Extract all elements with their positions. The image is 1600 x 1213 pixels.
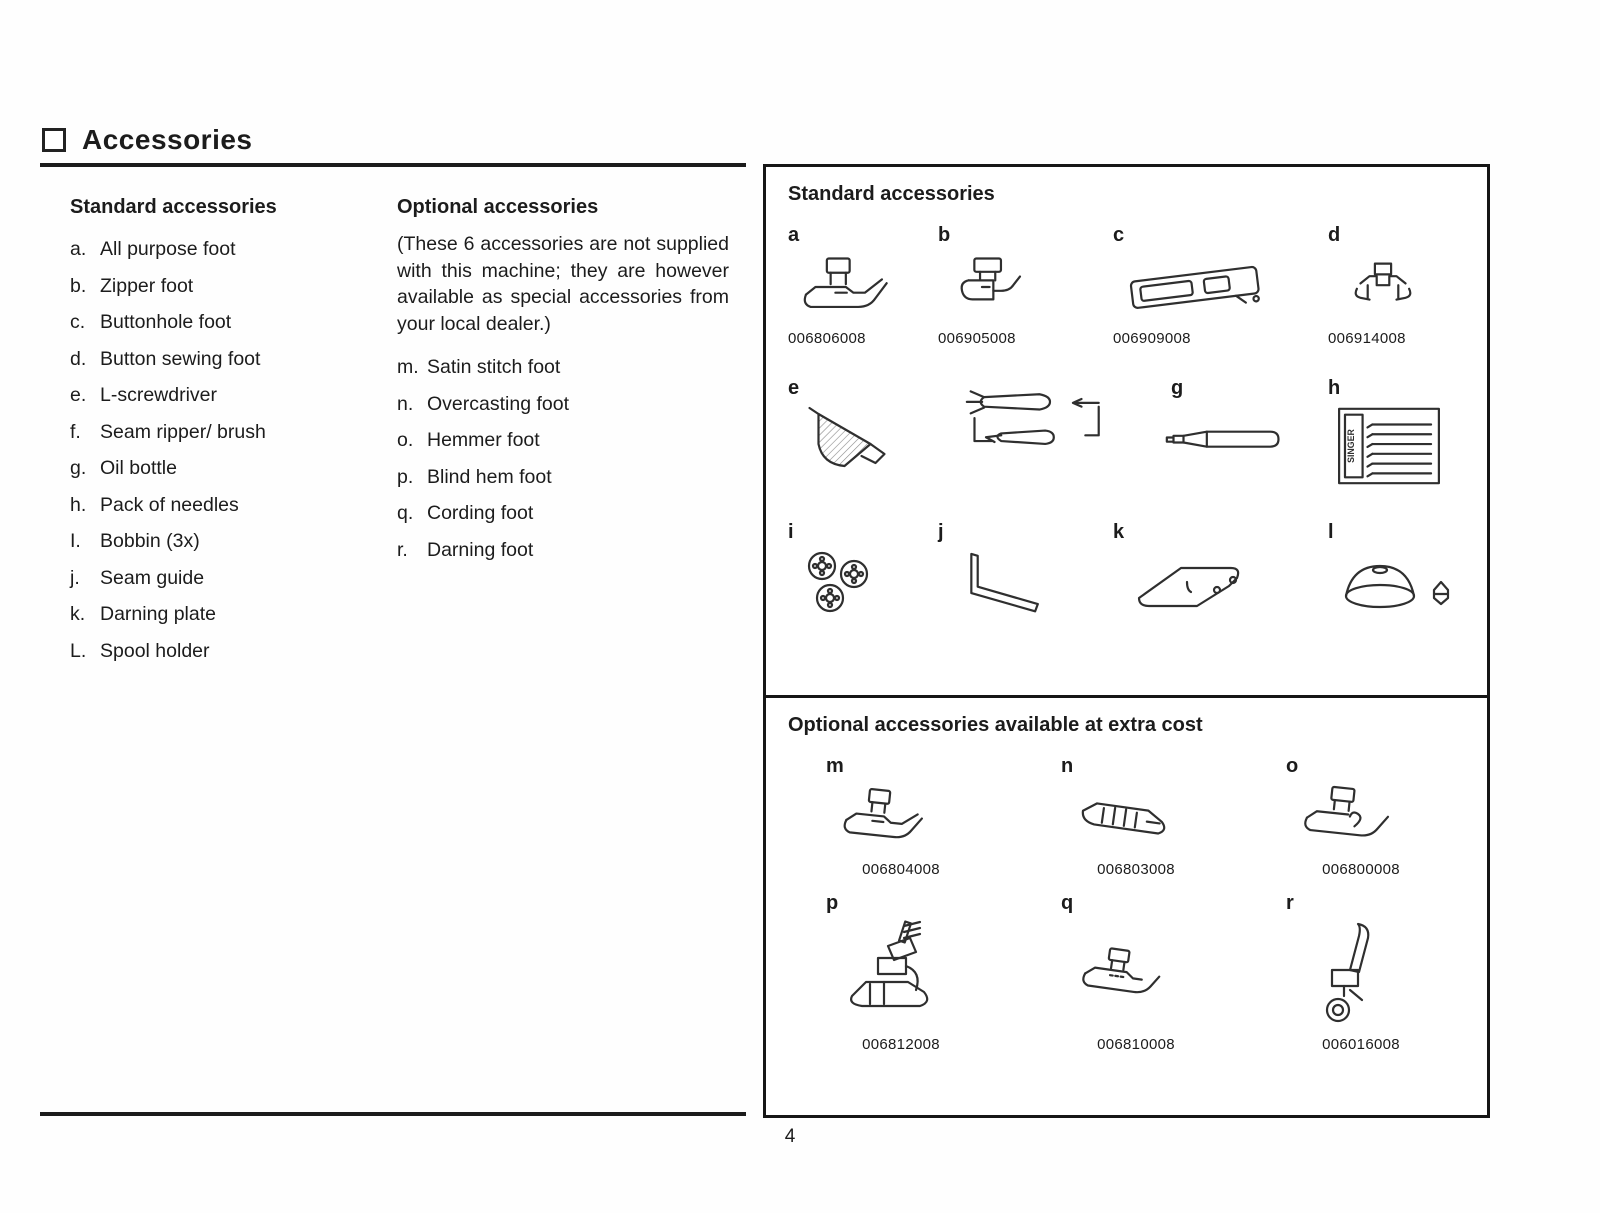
list-item [70,377,375,414]
item-key: I. [70,530,81,552]
cell-letter: o [1286,755,1299,777]
diagram-cell-c [1113,224,1328,347]
diagram-cell-k [1113,521,1328,627]
blind-hem-foot-illustration [826,918,956,1030]
list-item [70,633,375,670]
standard-accessories-column [70,196,375,669]
diagram-cell-m [826,755,1061,878]
diagram-cell-p [826,892,1061,1053]
page-header [42,124,253,156]
standard-list-heading: Standard accessories [70,196,277,218]
list-item [70,341,375,378]
item-label: Seam guide [100,566,205,589]
cell-letter: b [938,224,951,246]
cell-letter: p [826,892,839,914]
list-item [397,495,729,532]
diagram-row-efgh [788,377,1465,495]
diagram-cell-r [1286,892,1465,1053]
footer-rule [40,1112,746,1116]
list-item [70,304,375,341]
item-key: e. [70,384,87,406]
all-purpose-foot-illustration [788,249,898,325]
list-item [397,386,729,423]
needle-pack-brand-text: SINGER [1345,429,1356,463]
item-label: Hemmer foot [427,429,540,451]
item-key: b. [70,274,87,297]
diagram-optional-heading: Optional accessories available at extra cost [788,714,1203,736]
diagram-cell-d [1328,224,1465,347]
list-item [70,523,375,560]
optional-accessories-list [397,349,729,568]
diagram-standard-heading: Standard accessories [788,183,995,205]
diagram-cell-o [1286,755,1465,878]
part-number: 006804008 [862,861,940,878]
cell-letter: k [1113,521,1125,543]
optional-note: (These 6 accessories are not supplied with this machine; they are however available as special accessories from your local dealer.) [397,233,729,335]
diagram-optional-section [766,698,1487,1069]
diagram-row-mno [788,755,1465,878]
page-number: 4 [784,1126,796,1147]
oil-bottle-illustration [1141,415,1311,465]
item-key: d. [70,347,87,370]
item-label: Darning plate [100,603,216,625]
diagram-cell-f [938,377,1113,495]
seam-guide-illustration [938,543,1073,625]
item-key: L. [70,639,87,662]
cell-letter: n [1061,755,1074,777]
diagram-row-pqr [788,892,1465,1053]
list-item [70,450,375,487]
accessories-diagram-box [763,164,1490,1118]
item-label: All purpose foot [100,238,236,260]
hemmer-foot-illustration [1286,781,1406,855]
list-item [397,459,729,496]
part-number: 006810008 [1097,1036,1175,1053]
item-key: g. [70,457,87,479]
part-number: 006806008 [788,330,866,347]
item-key: p. [397,465,414,488]
cell-letter: h [1328,377,1341,399]
diagram-cell-n [1061,755,1286,878]
part-number: 006909008 [1113,330,1191,347]
item-label: Button sewing foot [100,347,261,370]
cell-letter: r [1286,892,1294,914]
optional-accessories-column [397,196,729,568]
buttonhole-foot-illustration [1113,247,1288,327]
section-checkbox-icon [42,128,66,152]
overcasting-foot-illustration [1061,781,1186,855]
diagram-cell-j [938,521,1113,627]
item-key: q. [397,502,414,524]
list-item [397,422,729,459]
item-key: h. [70,493,87,516]
item-label: Oil bottle [100,457,177,479]
diagram-cell-g [1113,377,1328,495]
diagram-standard-section [766,167,1487,698]
item-key: r. [397,538,408,561]
item-key: f. [70,420,81,443]
item-key: n. [397,392,414,415]
diagram-cell-a [788,224,938,347]
item-label: Pack of needles [100,493,239,516]
cell-letter: g [1171,377,1184,399]
part-number: 006016008 [1322,1036,1400,1053]
cell-letter: a [788,224,800,246]
item-key: k. [70,603,86,625]
zipper-foot-illustration [938,249,1043,325]
part-number: 006905008 [938,330,1016,347]
item-label: Satin stitch foot [427,356,561,378]
item-key: m. [397,356,419,378]
item-label: Blind hem foot [427,465,552,488]
list-item [70,414,375,451]
diagram-row-abcd [788,224,1465,347]
item-label: Buttonhole foot [100,311,232,333]
item-label: Darning foot [427,538,534,561]
cell-letter: l [1328,521,1334,543]
item-label: Bobbin (3x) [100,530,200,552]
item-label: Cording foot [427,502,534,524]
item-key: a. [70,238,87,260]
list-item [397,349,729,386]
diagram-row-ijkl [788,521,1465,627]
item-label: Zipper foot [100,274,194,297]
item-key: c. [70,311,86,333]
part-number: 006914008 [1328,330,1406,347]
header-rule [40,163,746,167]
item-key: o. [397,429,414,451]
diagram-cell-e [788,377,938,495]
cell-letter: q [1061,892,1074,914]
cell-letter: i [788,521,794,543]
darning-plate-illustration [1113,544,1273,624]
item-label: Overcasting foot [427,392,569,415]
list-item [70,560,375,597]
button-sewing-foot-illustration [1328,251,1438,323]
darning-foot-illustration [1286,918,1406,1030]
seam-ripper-brush-illustration [938,378,1118,464]
part-number: 006803008 [1097,861,1175,878]
part-number: 006812008 [862,1036,940,1053]
cell-letter: e [788,377,800,399]
diagram-cell-b [938,224,1113,347]
optional-list-heading: Optional accessories [397,196,599,218]
diagram-cell-i [788,521,938,627]
satin-stitch-foot-illustration [826,781,936,855]
spool-holder-illustration [1328,544,1473,624]
list-item [70,596,375,633]
page-title: Accessories [82,124,253,155]
bobbins-illustration [788,544,898,624]
diagram-cell-l [1328,521,1473,627]
diagram-cell-h [1328,377,1465,495]
cell-letter: d [1328,224,1341,246]
l-screwdriver-illustration [788,400,903,480]
needle-pack-illustration [1328,401,1450,491]
cell-letter: j [938,521,944,543]
list-item [70,487,375,524]
item-key: j. [70,566,80,589]
part-number: 006800008 [1322,861,1400,878]
standard-accessories-list [70,231,375,669]
list-item [70,268,375,305]
list-item [70,231,375,268]
cell-letter: c [1113,224,1125,246]
item-label: Spool holder [100,639,210,662]
diagram-cell-q [1061,892,1286,1053]
cell-letter: m [826,755,844,777]
list-item [397,532,729,569]
cording-foot-illustration [1061,934,1181,1014]
item-label: Seam ripper/ brush [100,420,266,443]
item-label: L-screwdriver [100,384,218,406]
